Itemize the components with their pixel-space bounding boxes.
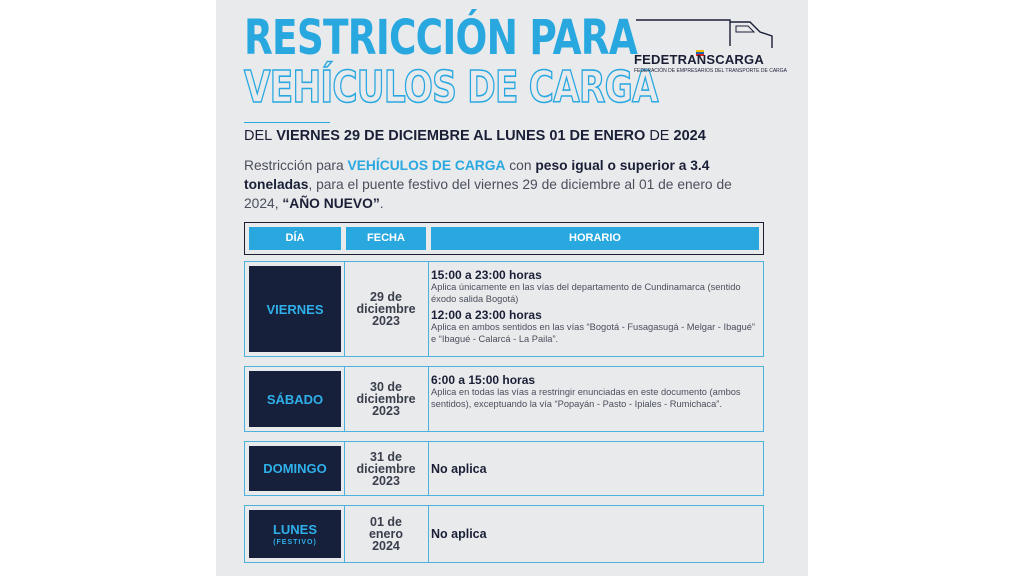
logo-name: FEDETRANSCARGA	[634, 52, 764, 67]
column-divider	[344, 367, 345, 431]
date-cell	[346, 442, 426, 495]
schedule-cell	[431, 442, 757, 495]
title-line-2: VEHÍCULOS DE CARGA	[244, 62, 658, 113]
date-line: 30 de	[370, 380, 402, 394]
day-sublabel: (FESTIVO)	[273, 539, 317, 546]
intro-part: Restricción para	[244, 158, 348, 173]
date-cell	[346, 367, 426, 431]
date-line: 29 de	[370, 290, 402, 304]
schedule-description: Aplica en todas las vías a restringir enunciadas en este documento (ambos sentidos), exceptuando la vía “Popayán - Pasto - Ipiales - Rumichaca”.	[431, 387, 741, 409]
date-line: 2023	[372, 404, 400, 418]
day-cell	[249, 510, 341, 558]
column-divider	[428, 442, 429, 495]
date-line: enero	[368, 527, 404, 541]
intro-bold: peso igual o superior a 3.4 toneladas	[244, 158, 710, 192]
date-line: 31 de	[370, 449, 402, 464]
table-header	[244, 222, 764, 255]
column-divider	[428, 367, 429, 431]
title-line-1: RESTRICCIÓN PARA	[244, 10, 638, 66]
day-label: SÁBADO	[266, 391, 324, 407]
table-row-lunes	[244, 505, 764, 563]
date-line: diciembre	[356, 461, 416, 476]
schedule-description: Aplica únicamente en las vías del departamento de Cundinamarca (sentido éxodo salida Bogotá)	[431, 282, 741, 304]
not-applicable-text: No aplica	[431, 527, 487, 541]
truck-outline-icon	[632, 16, 782, 56]
schedule-cell	[431, 506, 757, 562]
date-range	[244, 128, 706, 144]
title-underline	[244, 122, 330, 123]
intro-highlight: VEHÍCULOS DE CARGA	[347, 158, 506, 173]
schedule-hours: 12:00 a 23:00 horas	[431, 308, 542, 322]
schedule-hours: 15:00 a 23:00 horas	[431, 268, 542, 282]
date-line: diciembre	[356, 392, 416, 406]
day-cell	[249, 446, 341, 491]
intro-bold: “AÑO NUEVO”	[282, 196, 380, 211]
header-date: FECHA	[346, 227, 426, 250]
header-schedule: HORARIO	[431, 227, 759, 250]
day-label: VIERNES	[266, 301, 324, 317]
date-line: diciembre	[356, 302, 416, 316]
intro-part: , para el puente festivo del viernes 29 de diciembre al 01 de enero de 2024,	[244, 177, 732, 211]
date-cell	[346, 506, 426, 562]
column-divider	[344, 442, 345, 495]
intro-part: .	[379, 196, 384, 211]
table-row-viernes	[244, 261, 764, 357]
day-cell	[249, 266, 341, 352]
schedule-description: Aplica en ambos sentidos en las vías “Bogotá - Fusagasugá - Melgar - Ibagué” e “Ibagué - Calarcá - La Paila”.	[431, 322, 756, 344]
date-range-prefix: DEL	[244, 128, 273, 144]
not-applicable-text: No aplica	[431, 461, 487, 476]
date-line: 01 de	[370, 515, 402, 529]
intro-text	[244, 156, 754, 213]
schedule-cell	[431, 262, 757, 356]
fedetranscarga-logo	[632, 16, 787, 76]
logo-subtitle: FEDERACIÓN DE EMPRESARIOS DEL TRANSPORTE DE CARGA	[634, 68, 787, 74]
date-line: 2023	[372, 473, 400, 488]
day-label: DOMINGO	[263, 461, 327, 476]
table-row-sabado	[244, 366, 764, 432]
day-label: LUNES	[272, 522, 318, 537]
column-divider	[428, 262, 429, 356]
column-divider	[428, 506, 429, 562]
date-range-main: VIERNES 29 DE DICIEMBRE AL LUNES 01 DE ENERO	[276, 128, 646, 144]
schedule-hours: 6:00 a 15:00 horas	[431, 373, 536, 387]
column-divider	[344, 506, 345, 562]
restriction-poster	[216, 0, 808, 576]
date-range-mid: DE	[649, 128, 670, 144]
day-cell	[249, 371, 341, 427]
intro-part: con	[505, 158, 536, 173]
table-row-domingo	[244, 441, 764, 496]
date-line: 2024	[372, 539, 400, 553]
schedule-cell	[431, 367, 757, 431]
header-day: DÍA	[249, 227, 341, 250]
date-cell	[346, 262, 426, 356]
column-divider	[344, 262, 345, 356]
date-line: 2023	[372, 314, 400, 328]
date-range-year: 2024	[673, 128, 706, 144]
